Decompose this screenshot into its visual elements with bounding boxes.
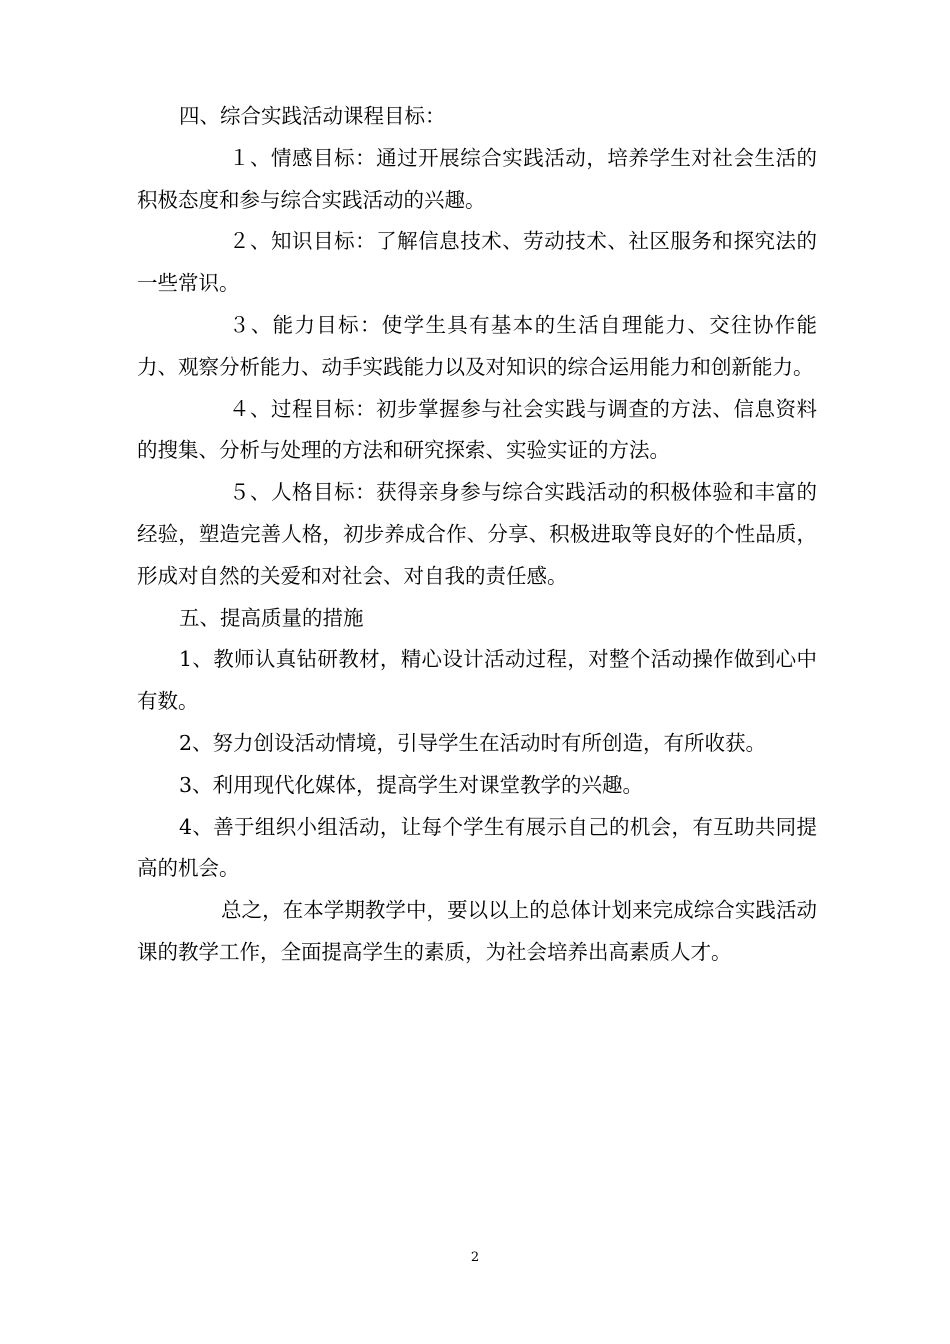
section-heading: 四、综合实践活动课程目标： xyxy=(179,104,446,128)
summary-paragraph: 总之，在本学期教学中，要以以上的总体计划来完成综合实践活动课的教学工作，全面提高学生的素质，为社会培养出高素质人才。 xyxy=(137,898,817,964)
measure-paragraph: 1、教师认真钻研教材，精心设计活动过程，对整个活动操作做到心中有数。 xyxy=(137,647,817,714)
goal-paragraph: １、情感目标：通过开展综合实践活动，培养学生对社会生活的积极态度和参与综合实践活动的兴趣。 xyxy=(137,145,817,212)
section-heading: 五、提高质量的措施 xyxy=(179,605,364,630)
document-body xyxy=(137,96,817,974)
measure-paragraph: 3、利用现代化媒体，提高学生对课堂教学的兴趣。 xyxy=(179,772,644,797)
goal-paragraph: ４、过程目标：初步掌握参与社会实践与调查的方法、信息资料的搜集、分析与处理的方法和研究探索、实验实证的方法。 xyxy=(137,396,817,463)
goal-paragraph: ５、人格目标：获得亲身参与综合实践活动的积极体验和丰富的经验，塑造完善人格，初步养成合作、分享、积极进取等良好的个性品质，形成对自然的关爱和对社会、对自我的责任感。 xyxy=(137,480,817,588)
page-number: 2 xyxy=(470,1250,480,1265)
goal-paragraph: ３、能力目标：使学生具有基本的生活自理能力、交往协作能力、观察分析能力、动手实践能力以及对知识的综合运用能力和创新能力。 xyxy=(137,312,817,379)
measure-paragraph: 2、努力创设活动情境，引导学生在活动时有所创造，有所收获。 xyxy=(179,730,767,755)
measure-paragraph: 4、善于组织小组活动，让每个学生有展示自己的机会，有互助共同提高的机会。 xyxy=(137,814,817,881)
goal-paragraph: ２、知识目标：了解信息技术、劳动技术、社区服务和探究法的一些常识。 xyxy=(137,229,817,296)
